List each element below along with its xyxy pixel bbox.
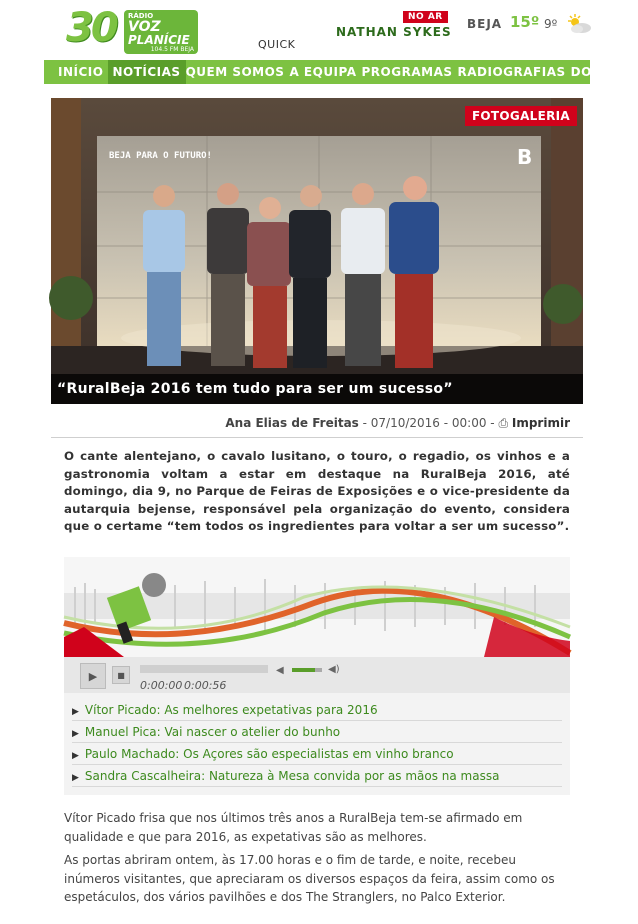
nav-item-radiografias[interactable]: RADIOGRAFIAS — [457, 65, 566, 79]
stop-button[interactable] — [112, 666, 130, 684]
hero-image — [51, 98, 583, 404]
play-arrow-icon: ▶ — [72, 707, 79, 717]
article-byline — [225, 416, 570, 431]
fotogaleria-badge[interactable]: FOTOGALERIA — [465, 106, 577, 126]
article-headline: “RuralBeja 2016 tem tudo para ser um sucesso” — [51, 374, 583, 404]
logo-badge — [124, 10, 198, 54]
logo-planicie-text: PLANÍCIE — [128, 33, 190, 47]
svg-text:B: B — [517, 145, 533, 169]
article-lead: O cante alentejano, o cavalo lusitano, o touro, o regadio, os vinhos e a gastronomia voltam a estar em destaque na RuralBeja 2016, até domingo, dia 9, no Parque de Feiras de Exposições e o vice-presidente da autarquia bejense, responsável pela organização do evento, considera que o certame “tem todos os ingredientes para voltar a ser um sucesso”. — [64, 449, 570, 533]
on-air-badge: NO AR — [403, 11, 448, 23]
player-controls — [64, 657, 570, 693]
print-link[interactable]: Imprimir — [511, 416, 570, 430]
on-air-host[interactable]: NATHAN SYKES — [336, 25, 452, 39]
playlist-item[interactable]: ▶ Sandra Cascalheira: Natureza à Mesa convida por as mãos na massa — [72, 765, 562, 787]
volume-level — [292, 668, 315, 672]
site-logo[interactable] — [66, 6, 202, 58]
nav-item-noticias[interactable]: NOTÍCIAS — [108, 60, 185, 84]
audio-player — [64, 557, 570, 795]
site-header — [0, 0, 638, 60]
playlist-item[interactable]: ▶ Manuel Pica: Vai nascer o atelier do bunho — [72, 721, 562, 743]
play-arrow-icon: ▶ — [72, 751, 79, 761]
current-time: 0:00:00 — [140, 679, 183, 692]
player-banner-image — [64, 557, 570, 657]
playlist-item[interactable]: ▶ Paulo Machado: Os Açores são especialistas em vinho branco — [72, 743, 562, 765]
volume-slider[interactable] — [292, 668, 322, 672]
publish-date: - 07/10/2016 - 00:00 - — [358, 416, 499, 430]
article-paragraph: Vítor Picado frisa que nos últimos três anos a RuralBeja tem-se afirmado em qualidade e que para 2016, as expetativas são as melhores. — [64, 811, 523, 844]
play-icon: ▶ — [88, 669, 98, 683]
quick-link[interactable]: QUICK — [258, 38, 296, 51]
volume-max-icon[interactable]: ◀) — [328, 664, 340, 675]
nav-item-programas[interactable]: PROGRAMAS — [361, 65, 453, 79]
logo-voz-text: VOZ — [128, 19, 161, 35]
nav-item-inicio[interactable]: INÍCIO — [58, 65, 104, 79]
play-arrow-icon: ▶ — [72, 729, 79, 739]
seek-bar[interactable] — [140, 665, 268, 673]
divider — [51, 437, 583, 438]
hero-photo[interactable] — [51, 98, 583, 404]
logo-radio-text: RÁDIO — [128, 12, 154, 20]
main-nav — [44, 60, 601, 84]
play-button[interactable] — [80, 663, 106, 689]
weather-city: BEJA — [467, 17, 503, 31]
play-arrow-icon: ▶ — [72, 773, 79, 783]
duration-time: 0:00:56 — [184, 679, 227, 692]
author-name[interactable]: Ana Elias de Freitas — [225, 416, 359, 430]
nav-item-a-equipa[interactable]: A EQUIPA — [289, 65, 357, 79]
nav-item-quem-somos[interactable]: QUEM SOMOS — [185, 65, 285, 79]
nav-item-dos[interactable]: DOS — [570, 65, 601, 79]
stop-icon: ■ — [117, 670, 125, 680]
playlist — [72, 699, 562, 787]
article-paragraph: As portas abriram ontem, às 17.00 horas e o fim de tarde, e noite, recebeu inúmeros visitantes, que apreciaram os diversos espaços da feira, assim como os espetáculos, dos vários pavilhões e dos The Stranglers, no Palco Exterior. — [64, 853, 555, 904]
wall-slogan: BEJA PARA O FUTURO! — [109, 151, 212, 161]
printer-icon[interactable]: ⎙ — [498, 416, 509, 430]
logo-anniversary-number: 30 — [66, 5, 116, 51]
logo-frequency: 104.5 FM BEJA — [150, 46, 194, 53]
volume-mute-icon[interactable]: ◀ — [276, 665, 284, 676]
playlist-item[interactable]: ▶ Vítor Picado: As melhores expetativas para 2016 — [72, 699, 562, 721]
weather-min-temp: 9º — [544, 17, 558, 31]
sun-cloud-icon — [564, 12, 592, 36]
weather-max-temp: 15º — [510, 13, 540, 31]
